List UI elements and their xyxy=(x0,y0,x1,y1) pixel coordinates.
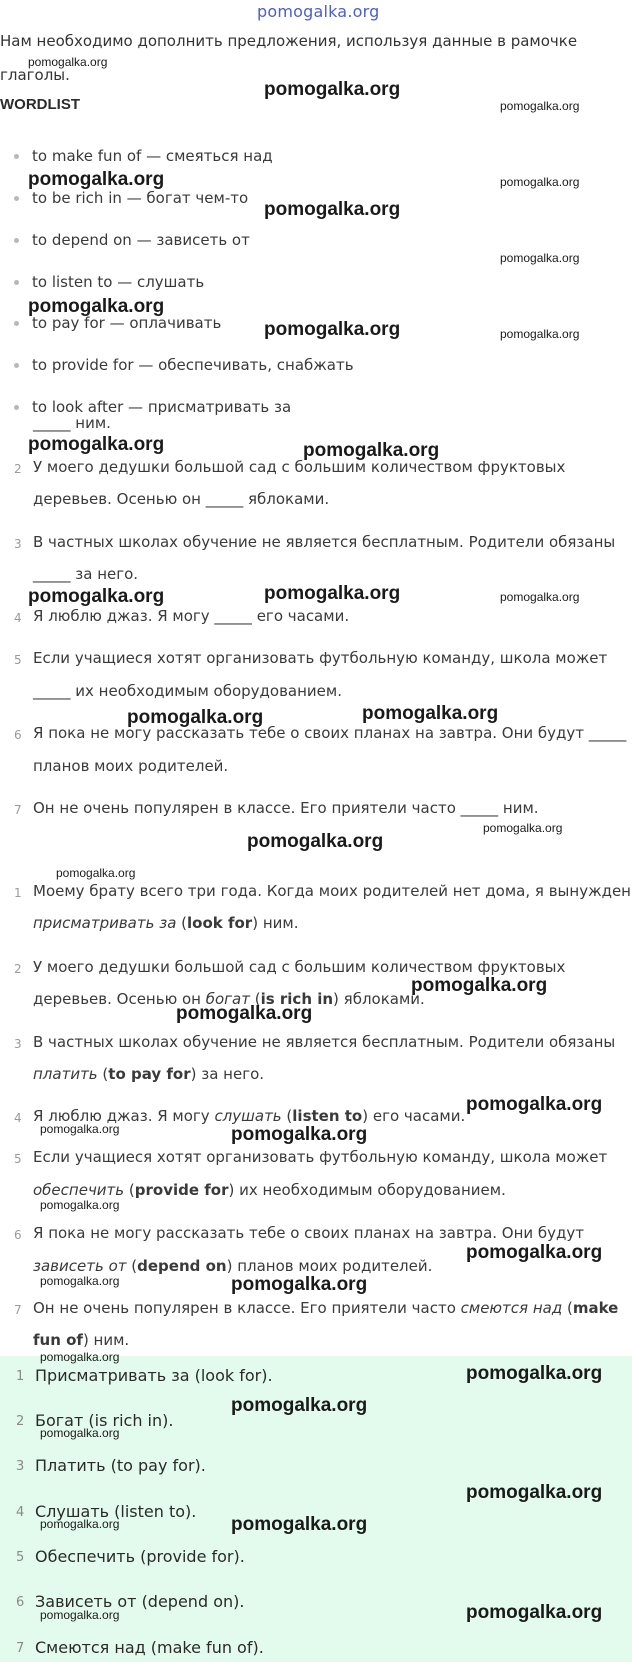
watermark: pomogalka.org xyxy=(247,831,384,852)
bullet-icon xyxy=(14,405,19,410)
answer-number: 2 xyxy=(14,962,22,976)
watermark: pomogalka.org xyxy=(56,866,136,880)
exercise-line: Он не очень популярен в классе. Его приятели часто _____ ним. xyxy=(33,799,539,817)
exercise-line: В частных школах обучение не является бесплатным. Родители обязаны xyxy=(33,533,616,551)
exercise-tail: _____ ним. xyxy=(33,414,111,432)
answer-phrasal: to pay for xyxy=(108,1065,191,1083)
watermark: pomogalka.org xyxy=(500,327,580,341)
answer-line: платить (to pay for) за него. xyxy=(33,1065,265,1083)
watermark: pomogalka.org xyxy=(127,707,264,728)
watermark: pomogalka.org xyxy=(264,199,401,220)
summary-item: Присматривать за (look for). xyxy=(35,1366,273,1385)
item-number: 4 xyxy=(14,611,22,625)
answer-number: 6 xyxy=(14,1228,22,1242)
watermark: pomogalka.org xyxy=(231,1274,368,1295)
watermark: pomogalka.org xyxy=(362,703,499,724)
wordlist-item: to be rich in — богат чем-то xyxy=(14,189,248,207)
summary-number: 2 xyxy=(16,1414,25,1429)
exercise-line: Если учащиеся хотят организовать футбольную команду, школа может xyxy=(33,649,608,667)
summary-item: Платить (to pay for). xyxy=(35,1456,206,1475)
summary-item: Смеются над (make fun of). xyxy=(35,1638,264,1657)
bullet-icon xyxy=(14,196,19,201)
watermark: pomogalka.org xyxy=(231,1514,368,1535)
item-number: 2 xyxy=(14,462,22,476)
answer-verb: слушать xyxy=(214,1107,282,1125)
wordlist-item: to provide for — обеспечивать, снабжать xyxy=(14,356,354,374)
summary-item: Обеспечить (provide for). xyxy=(35,1547,245,1566)
summary-number: 1 xyxy=(16,1369,25,1384)
watermark: pomogalka.org xyxy=(231,1124,368,1145)
wordlist-item: to make fun of — смеяться над xyxy=(14,147,273,165)
summary-item: Богат (is rich in). xyxy=(35,1411,174,1430)
summary-number: 5 xyxy=(16,1550,25,1565)
answer-phrasal: fun of xyxy=(33,1331,83,1349)
watermark: pomogalka.org xyxy=(466,1482,603,1503)
exercise-line: Я люблю джаз. Я могу _____ его часами. xyxy=(33,607,350,625)
exercise-line: У моего дедушки большой сад с большим количеством фруктовых xyxy=(33,458,566,476)
watermark: pomogalka.org xyxy=(176,1003,313,1024)
item-number: 7 xyxy=(14,803,22,817)
answer-line: Моему брату всего три года. Когда моих родителей нет дома, я вынужден xyxy=(33,882,631,900)
watermark: pomogalka.org xyxy=(28,296,165,317)
answer-phrasal: look for xyxy=(187,914,253,932)
answer-line: Он не очень популярен в классе. Его приятели часто смеются над (make xyxy=(33,1299,619,1317)
exercise-line: планов моих родителей. xyxy=(33,757,229,775)
answer-line: Я люблю джаз. Я могу слушать (listen to) его часами. xyxy=(33,1107,466,1125)
answer-line: В частных школах обучение не является бесплатным. Родители обязаны xyxy=(33,1033,616,1051)
item-number: 6 xyxy=(14,728,22,742)
answer-line: присматривать за (look for) ним. xyxy=(33,914,299,932)
answer-number: 4 xyxy=(14,1111,22,1125)
watermark: pomogalka.org xyxy=(28,586,165,607)
answer-number: 7 xyxy=(14,1303,22,1317)
answer-line: У моего дедушки большой сад с большим количеством фруктовых xyxy=(33,958,566,976)
summary-number: 7 xyxy=(16,1641,25,1656)
answer-number: 1 xyxy=(14,886,22,900)
watermark: pomogalka.org xyxy=(500,99,580,113)
exercise-line: _____ их необходимым оборудованием. xyxy=(33,682,342,700)
watermark: pomogalka.org xyxy=(483,821,563,835)
watermark: pomogalka.org xyxy=(231,1395,368,1416)
exercise-line: _____ за него. xyxy=(33,565,139,583)
intro-line-2: глаголы. xyxy=(0,66,70,84)
watermark: pomogalka.org xyxy=(466,1602,603,1623)
site-title[interactable]: pomogalka.org xyxy=(257,2,380,21)
item-number: 3 xyxy=(14,537,22,551)
watermark: pomogalka.org xyxy=(28,434,165,455)
bullet-icon xyxy=(14,280,19,285)
watermark: pomogalka.org xyxy=(40,1426,120,1440)
exercise-line: деревьев. Осенью он _____ яблоками. xyxy=(33,490,330,508)
watermark: pomogalka.org xyxy=(411,975,548,996)
watermark: pomogalka.org xyxy=(40,1122,120,1136)
answer-line: обеспечить (provide for) их необходимым оборудованием. xyxy=(33,1181,506,1199)
watermark: pomogalka.org xyxy=(264,79,401,100)
watermark: pomogalka.org xyxy=(40,1608,120,1622)
bullet-icon xyxy=(14,154,19,159)
answer-phrasal: provide for xyxy=(134,1181,229,1199)
answer-line: зависеть от (depend on) планов моих родителей. xyxy=(33,1257,433,1275)
bullet-icon xyxy=(14,363,19,368)
answer-verb: присматривать за xyxy=(33,914,177,932)
answer-phrasal: make xyxy=(572,1299,619,1317)
bullet-icon xyxy=(14,321,19,326)
summary-number: 4 xyxy=(16,1505,25,1520)
watermark: pomogalka.org xyxy=(264,583,401,604)
watermark: pomogalka.org xyxy=(500,175,580,189)
summary-number: 6 xyxy=(16,1595,25,1610)
answer-verb: богат xyxy=(205,990,250,1008)
watermark: pomogalka.org xyxy=(40,1198,120,1212)
answer-number: 3 xyxy=(14,1037,22,1051)
watermark: pomogalka.org xyxy=(466,1242,603,1263)
answer-number: 5 xyxy=(14,1152,22,1166)
answer-phrasal: listen to xyxy=(292,1107,363,1125)
summary-number: 3 xyxy=(16,1459,25,1474)
exercise-line: Я пока не могу рассказать тебе о своих планах на завтра. Они будут _____ xyxy=(33,724,627,742)
watermark: pomogalka.org xyxy=(500,590,580,604)
bullet-icon xyxy=(14,238,19,243)
watermark: pomogalka.org xyxy=(466,1094,603,1115)
item-number: 5 xyxy=(14,653,22,667)
answer-line: Я пока не могу рассказать тебе о своих планах на завтра. Они будут xyxy=(33,1224,585,1242)
intro-line-1: Нам необходимо дополнить предложения, используя данные в рамочке xyxy=(0,32,578,50)
answer-phrasal: is rich in xyxy=(260,990,334,1008)
answer-verb: смеются над xyxy=(460,1299,563,1317)
watermark: pomogalka.org xyxy=(40,1274,120,1288)
wordlist-item: to depend on — зависеть от xyxy=(14,231,250,249)
watermark: pomogalka.org xyxy=(40,1350,120,1364)
answer-line: fun of) ним. xyxy=(33,1331,130,1349)
watermark: pomogalka.org xyxy=(28,169,165,190)
answer-phrasal: depend on xyxy=(137,1257,227,1275)
watermark: pomogalka.org xyxy=(28,55,108,69)
watermark: pomogalka.org xyxy=(466,1363,603,1384)
summary-item: Слушать (listen to). xyxy=(35,1502,197,1521)
wordlist-item: to listen to — слушать xyxy=(14,273,204,291)
summary-item: Зависеть от (depend on). xyxy=(35,1592,245,1611)
answer-verb: платить xyxy=(33,1065,98,1083)
answer-verb: зависеть от xyxy=(33,1257,127,1275)
watermark: pomogalka.org xyxy=(40,1517,120,1531)
answer-verb: обеспечить xyxy=(33,1181,125,1199)
wordlist-item: to look after — присматривать за xyxy=(14,398,291,416)
watermark: pomogalka.org xyxy=(303,440,440,461)
watermark: pomogalka.org xyxy=(264,319,401,340)
answer-line: Если учащиеся хотят организовать футбольную команду, школа может xyxy=(33,1148,608,1166)
wordlist-item: to pay for — оплачивать xyxy=(14,314,221,332)
watermark: pomogalka.org xyxy=(500,251,580,265)
answer-line: деревьев. Осенью он богат (is rich in) яблоками. xyxy=(33,990,425,1008)
wordlist-heading: WORDLIST xyxy=(0,96,80,113)
